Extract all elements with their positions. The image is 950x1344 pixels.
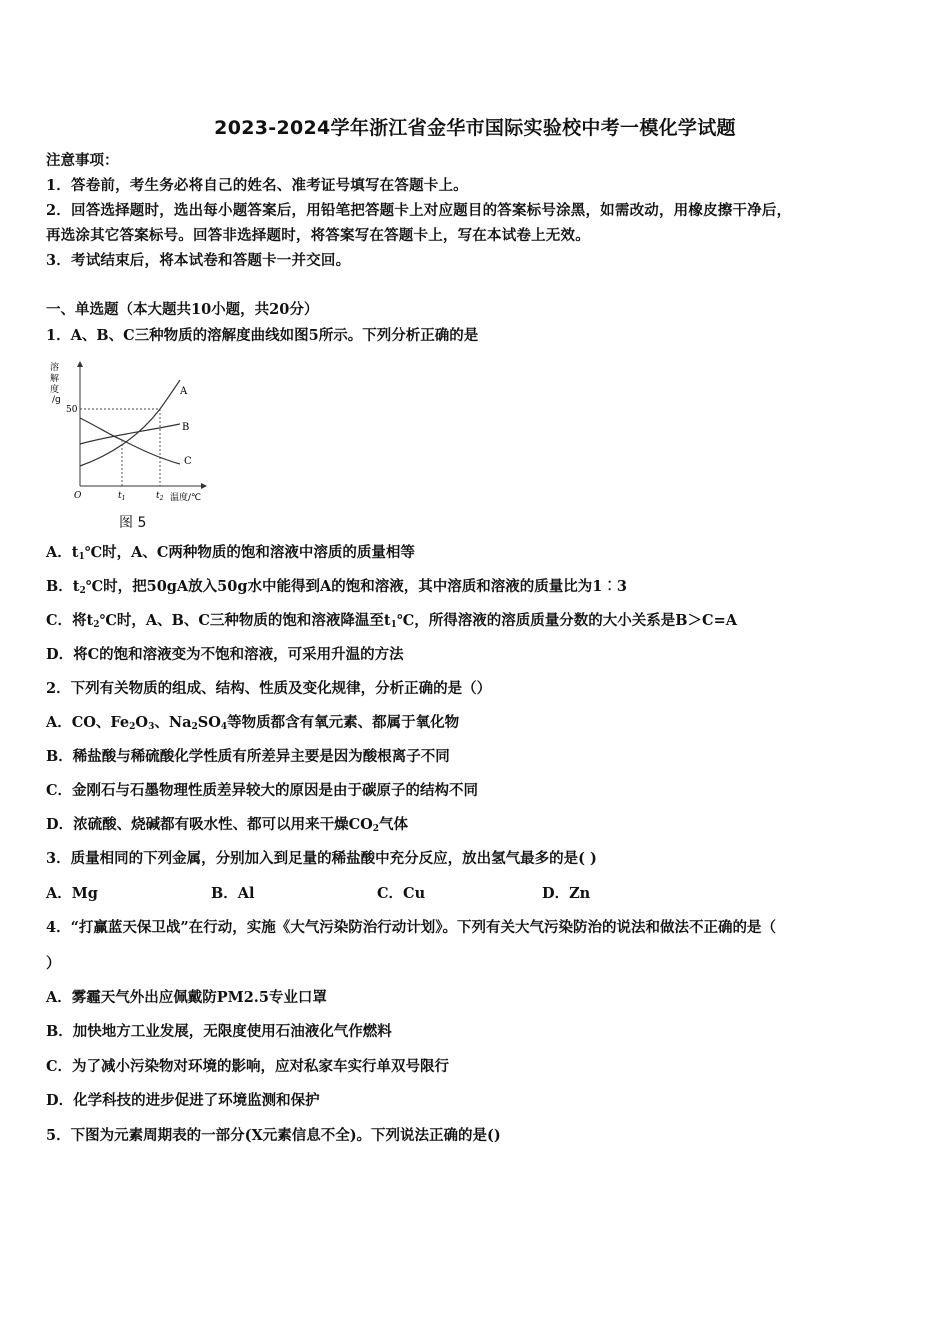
q2-stem: 2．下列有关物质的组成、结构、性质及变化规律，分析正确的是（）	[46, 680, 492, 697]
x-axis-label: 温度/℃	[170, 493, 202, 503]
solubility-chart	[46, 356, 226, 531]
curve-a	[80, 380, 180, 466]
y-label-3: 度	[50, 385, 60, 395]
q5-stem: 5．下图为元素周期表的一部分(X元素信息不全)。下列说法正确的是()	[46, 1127, 501, 1144]
q3-option-a: A．Mg	[46, 885, 98, 902]
q2-option-b: B．稀盐酸与稀硫酸化学性质有所差异主要是因为酸根离子不同	[46, 748, 450, 765]
figure-caption: 图 5	[119, 515, 147, 531]
curve-b	[80, 424, 180, 444]
notice-item-1: 1．答卷前，考生务必将自己的姓名、准考证号填写在答题卡上。	[46, 177, 468, 194]
curve-c-label: C	[184, 456, 192, 467]
q1-option-b: B．$t_2℃$时，把50gA放入50g水中能得到A的饱和溶液，其中溶质和溶液的质量比为1︰3	[46, 578, 627, 596]
q1-stem: 1．A、B、C三种物质的溶解度曲线如图5所示。下列分析正确的是	[46, 327, 479, 344]
page-title: 2023-2024学年浙江省金华市国际实验校中考一模化学试题	[214, 117, 736, 139]
q4-option-a: A．雾霾天气外出应佩戴防PM2.5专业口罩	[46, 989, 327, 1006]
q2-option-a: A．CO、$Fe_2O_3$、$Na_2SO_4$等物质都含有氧元素、都属于氧化物	[46, 714, 460, 732]
curve-c	[80, 418, 180, 464]
y-label-1: 溶	[50, 363, 60, 373]
section-heading: 一、单选题（本大题共10小题，共20分）	[46, 301, 319, 318]
notice-heading: 注意事项：	[46, 152, 119, 169]
y-tick-50: 50	[66, 405, 78, 415]
q2-option-d: D．浓硫酸、烧碱都有吸水性、都可以用来干燥$CO_2$气体	[46, 816, 409, 834]
q3-option-b: B．Al	[211, 885, 255, 902]
q4-stem-line1: 4．“打赢蓝天保卫战”在行动，实施《大气污染防治行动计划》。下列有关大气污染防治的说法和做法不正确的是（	[46, 919, 777, 936]
q2-option-c: C．金刚石与石墨物理性质差异较大的原因是由于碳原子的结构不同	[46, 782, 479, 799]
curve-a-label: A	[180, 386, 188, 397]
q4-option-c: C．为了减小污染物对环境的影响，应对私家车实行单双号限行	[46, 1058, 450, 1075]
notice-item-2a: 2．回答选择题时，选出每小题答案后，用铅笔把答题卡上对应题目的答案标号涂黑，如需改动，用橡皮擦干净后，	[46, 202, 792, 219]
q1-option-c: C．将$t_2℃$时，A、B、C三种物质的饱和溶液降温至$t_1℃$，所得溶液的溶质质量分数的大小关系是B＞C=A	[46, 612, 737, 630]
q4-stem-line2: ）	[46, 955, 61, 972]
q4-option-b: B．加快地方工业发展，无限度使用石油液化气作燃料	[46, 1023, 392, 1040]
y-label-4: /g	[52, 395, 61, 405]
q1-option-d: D．将C的饱和溶液变为不饱和溶液，可采用升温的方法	[46, 646, 404, 663]
curve-b-label: B	[182, 422, 190, 433]
t2-label: $t_2$	[156, 491, 164, 502]
q3-option-d: D．Zn	[542, 885, 591, 902]
origin-label: O	[74, 491, 82, 501]
q4-option-d: D．化学科技的进步促进了环境监测和保护	[46, 1092, 320, 1109]
y-label-2: 解	[50, 374, 60, 384]
notice-item-3: 3．考试结束后，将本试卷和答题卡一并交回。	[46, 252, 351, 269]
notice-item-2b: 再选涂其它答案标号。回答非选择题时，将答案写在答题卡上，写在本试卷上无效。	[46, 227, 590, 244]
q1-option-a: A．$t_1℃$时，A、C两种物质的饱和溶液中溶质的质量相等	[46, 544, 415, 562]
q3-stem: 3．质量相同的下列金属，分别加入到足量的稀盐酸中充分反应，放出氢气最多的是( )	[46, 850, 597, 867]
solubility-figure	[46, 356, 226, 531]
q3-option-c: C．Cu	[377, 885, 426, 902]
t1-label: $t_1$	[118, 491, 126, 502]
